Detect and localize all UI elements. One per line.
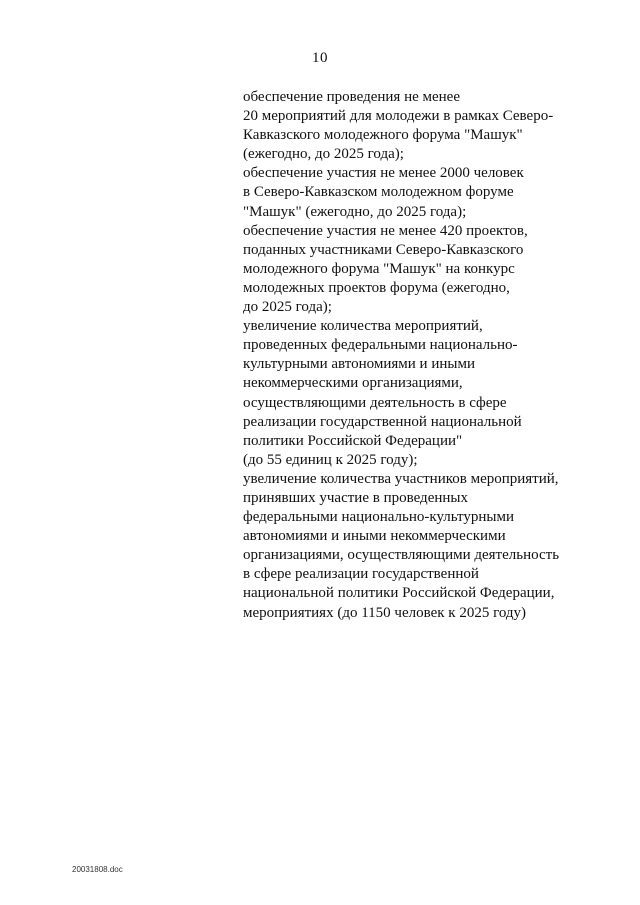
text-line: в Северо-Кавказском молодежном форуме bbox=[243, 184, 514, 201]
text-line: до 2025 года); bbox=[243, 299, 332, 316]
text-line: проведенных федеральными национально- bbox=[243, 337, 518, 354]
page-number: 10 bbox=[312, 50, 328, 66]
text-line: федеральными национально-культурными bbox=[243, 509, 515, 526]
text-line: организациями, осуществляющими деятельность bbox=[243, 547, 560, 564]
text-line: в сфере реализации государственной bbox=[243, 566, 479, 583]
text-line: увеличение количества участников мероприятий, bbox=[243, 470, 559, 487]
text-line: 20 мероприятий для молодежи в рамках Северо- bbox=[243, 108, 554, 125]
text-line: национальной политики Российской Федерации, bbox=[243, 585, 555, 602]
text-line: поданных участниками Северо-Кавказского bbox=[243, 241, 524, 258]
text-line: Кавказского молодежного форума "Машук" bbox=[243, 127, 523, 144]
text-line: (до 55 единиц к 2025 году); bbox=[243, 451, 418, 468]
text-line: обеспечение участия не менее 2000 человек bbox=[243, 165, 524, 182]
text-line: (ежегодно, до 2025 года); bbox=[243, 146, 404, 163]
text-line: молодежного форума "Машук" на конкурс bbox=[243, 260, 515, 277]
text-line: обеспечение проведения не менее bbox=[243, 89, 461, 105]
text-line: реализации государственной национальной bbox=[243, 413, 522, 430]
text-line: молодежных проектов форума (ежегодно, bbox=[243, 279, 510, 296]
text-line: автономиями и иными некоммерческими bbox=[243, 528, 506, 545]
text-line: "Машук" (ежегодно, до 2025 года); bbox=[243, 203, 467, 220]
text-line: мероприятиях (до 1150 человек к 2025 году) bbox=[243, 604, 527, 621]
text-line: обеспечение участия не менее 420 проектов, bbox=[243, 222, 528, 239]
text-line: принявших участие в проведенных bbox=[243, 489, 468, 506]
text-line: увеличение количества мероприятий, bbox=[243, 318, 483, 335]
text-line: политики Российской Федерации" bbox=[243, 432, 463, 449]
text-line: осуществляющими деятельность в сфере bbox=[243, 394, 507, 411]
text-line: некоммерческими организациями, bbox=[243, 375, 463, 392]
footer-filename: 20031808.doc bbox=[72, 865, 123, 874]
document-body bbox=[243, 88, 623, 623]
text-line: культурными автономиями и иными bbox=[243, 356, 475, 373]
